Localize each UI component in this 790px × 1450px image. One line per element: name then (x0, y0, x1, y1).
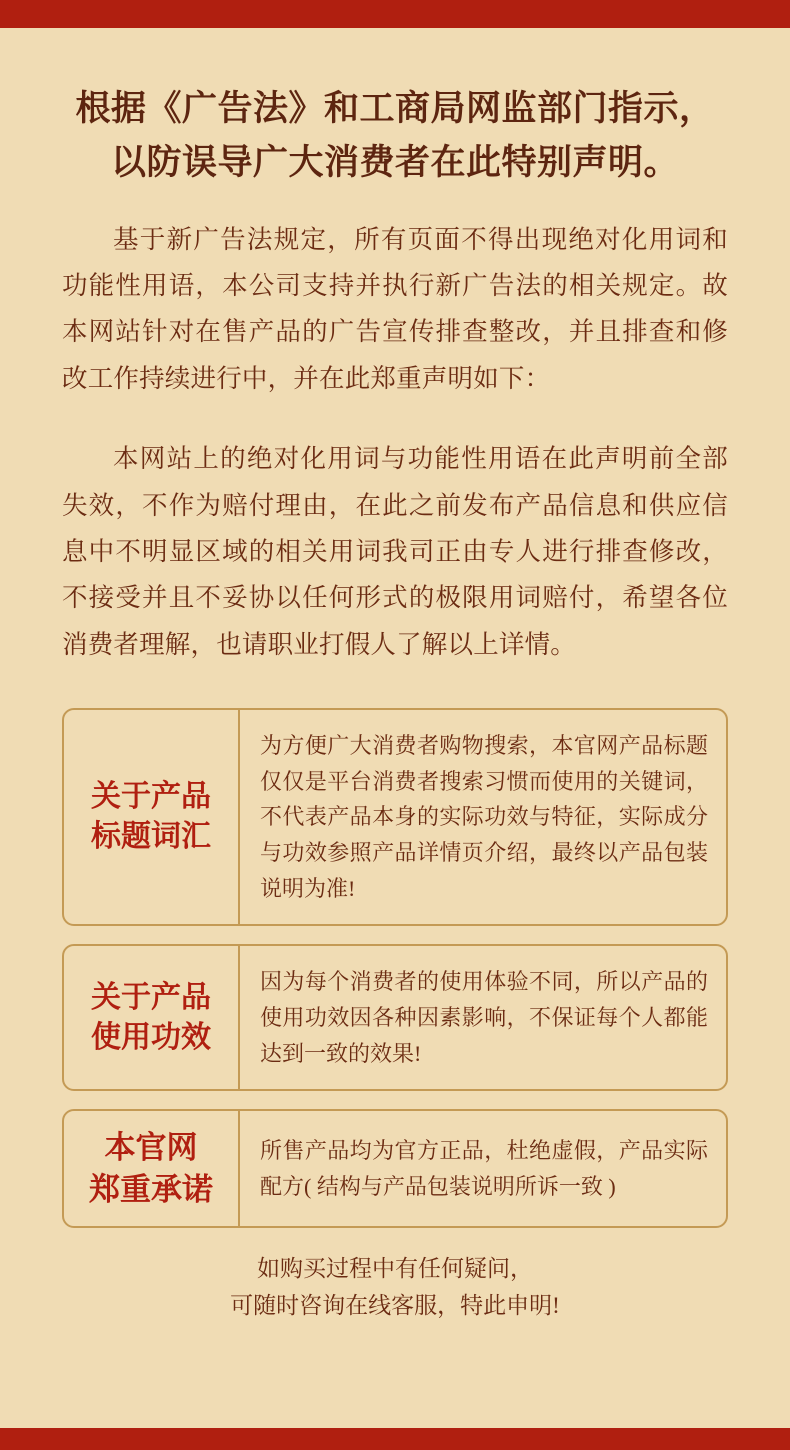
statement-card (62, 1109, 728, 1228)
statement-card (62, 944, 728, 1091)
intro-paragraph-2: 本网站上的绝对化用词与功能性用语在此声明前全部失效，不作为赔付理由，在此之前发布产品信息和供应信息中不明显区域的相关用词我司正由专人进行排查修改，不接受并且不妥协以任何形式的极限用词赔付，希望各位消费者理解，也请职业打假人了解以上详情。 (62, 444, 728, 659)
statement-card-title-line-1: 本官网 (104, 1130, 198, 1166)
statement-card-title-line-1: 关于产品 (91, 780, 211, 814)
statement-card-title-line-1: 关于产品 (91, 980, 211, 1014)
statement-card-title-line-2: 标题词汇 (91, 820, 211, 854)
page-title-line-2: 以防误导广大消费者在此特别声明。 (110, 143, 679, 183)
footer-note (62, 1250, 728, 1325)
footer-note-line-2: 可随时咨询在线客服，特此申明! (230, 1293, 560, 1319)
statement-card-body: 所售产品均为官方正品，杜绝虚假，产品实际配方( 结构与产品包装说明所诉一致 ) (260, 1138, 708, 1199)
statement-card-list (62, 708, 728, 1228)
statement-card (62, 708, 728, 926)
footer-note-line-1: 如购买过程中有任何疑问， (257, 1256, 533, 1282)
page-title-line-1: 根据《广告法》和工商局网监部门指示， (75, 89, 715, 128)
announcement-content (0, 28, 790, 1428)
bottom-accent-bar (0, 1428, 790, 1450)
page-title (62, 82, 728, 191)
statement-card-body: 为方便广大消费者购物搜索，本官网产品标题仅仅是平台消费者搜索习惯而使用的关键词，不代表产品本身的实际功效与特征，实际成分与功效参照产品详情页介绍，最终以产品包装说明为准! (260, 733, 708, 901)
top-accent-bar (0, 0, 790, 28)
statement-card-title (64, 946, 240, 1089)
statement-card-body: 因为每个消费者的使用体验不同，所以产品的使用功效因各种因素影响，不保证每个人都能达到一致的效果! (260, 969, 708, 1066)
statement-card-title (64, 710, 240, 924)
statement-card-title-line-2: 郑重承诺 (89, 1171, 213, 1207)
intro-paragraph-1: 基于新广告法规定，所有页面不得出现绝对化用词和功能性用语，本公司支持并执行新广告法的相关规定。故本网站针对在售产品的广告宣传排查整改，并且排查和修改工作持续进行中，并在此郑重声明如下： (62, 224, 728, 393)
statement-card-title (64, 1111, 240, 1226)
statement-card-title-line-2: 使用功效 (91, 1020, 211, 1054)
